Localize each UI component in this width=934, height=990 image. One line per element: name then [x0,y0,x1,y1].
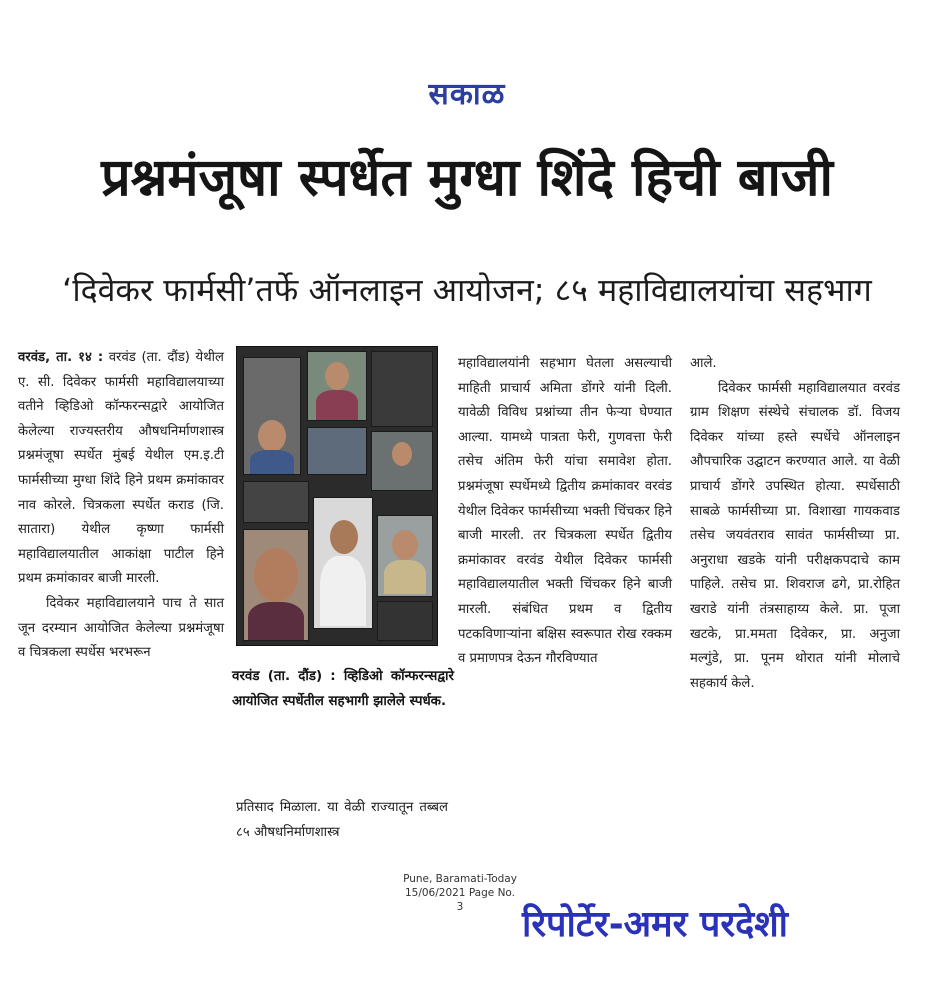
column-1-paragraph-1 [18,346,224,592]
participant-tile [307,351,367,421]
column-4-paragraph-2: दिवेकर फार्मसी महाविद्यालयात वरवंड ग्राम शिक्षण संस्थेचे संचालक डॉ. विजय दिवेकर यांच्या हस्ते स्पर्धेचे ऑनलाइन औपचारिक उद्घाटन करण्यात आले. या वेळी प्राचार्य डोंगरे उपस्थित होत्या. स्पर्धेसाठी साबळे फार्मसीच्या प्रा. विशाखा गायकवाड तसेच जयवंतराव सावंत फार्मसीच्या प्रा. अनुराधा खडके यांनी परीक्षकपदाचे काम पाहिले. तसेच प्रा. शिवराज ढगे, प्रा.रोहित खराडे यांनी तंत्रसाहाय्य केले. प्रा. पूजा खटके, प्रा.ममता दिवेकर, प्रा. अनुजा मल्गुंडे, प्रा. पूनम थोरात यांनी मोलाचे सहकार्य केले. [690,380,900,691]
video-conference-photo [236,346,438,646]
article-column-1 [18,346,224,666]
edition-line: Pune, Baramati-Today [403,873,517,885]
article-column-4 [690,352,900,696]
participant-grid-tile [371,351,433,427]
participant-tile [243,529,309,641]
article-subheadline: ‘दिवेकर फार्मसी’तर्फे ऑनलाइन आयोजन; ८५ महाविद्यालयांचा सहभाग [62,271,872,309]
column-1-text-1: वरवंड (ता. दौंड) येथील ए. सी. दिवेकर फार्मसी महाविद्यालयाच्या वतीने व्हिडिओ कॉन्फरन्सद्वारे आयोजित केलेल्या राज्यस्तरीय औषधनिर्माणशास्त्र प्रश्नमंजूषा स्पर्धेत मुंबई येथील एम.इ.टी फार्मसीच्या मुग्धा शिंदे हिने प्रथम क्रमांकावर नाव कोरले. चित्रकला स्पर्धेत कराड (जि. सातारा) येथील कृष्णा फार्मसी महाविद्यालयातील आकांक्षा पाटील हिने प्रथम क्रमांकावर बाजी मारली. [18,350,224,587]
column-4-paragraph-1: आले. [690,356,717,371]
reporter-credit: रिपोर्टेर-अमर परदेशी [522,904,789,945]
edition-imprint [400,872,520,914]
participant-tile [313,497,373,629]
column-3-paragraph-1: महाविद्यालयांनी सहभाग घेतला असल्याची माहिती प्राचार्य अमिता डोंगरे यांनी दिली. यावेळी विविध प्रश्नांच्या तीन फेऱ्या घेण्यात आल्या. यामध्ये पात्रता फेरी, गुणवत्ता फेरी तसेच अंतिम फेरी यांचा समावेश होता. प्रश्नमंजूषा स्पर्धेमध्ये द्वितीय क्रमांकावर वरवंड येथील दिवेकर फार्मसीच्या भक्ती चिंचकर हिने बाजी मारली. तर चित्रकला स्पर्धेत द्वितीय क्रमांकावर वरवंड येथील दिवेकर फार्मसी महाविद्यालयातील भक्ती चिंचकर हिने बाजी मारली. संबंधित प्रथम व द्वितीय पटकविणाऱ्यांना बक्षिस स्वरूपात रोख रक्कम व प्रमाणपत्र देऊन गौरविण्यात [458,356,672,667]
photo-caption: वरवंड (ता. दौंड) : व्हिडिओ कॉन्फरन्सद्वारे आयोजित स्पर्धेतील सहभागी झालेले स्पर्धक. [232,669,454,709]
participant-grid-tile [243,481,309,523]
participant-tile [377,515,433,597]
participant-tile [307,427,367,475]
article-column-3 [458,352,672,672]
participant-grid-tile [377,601,433,641]
article-column-2 [236,796,448,845]
dateline: वरवंड, ता. १४ : [18,350,104,365]
date-page-line: 15/06/2021 Page No. 3 [404,887,516,913]
participant-tile [371,431,433,491]
article-headline: प्रश्नमंजूषा स्पर्धेत मुग्धा शिंदे हिची बाजी [101,148,833,208]
newspaper-masthead: सकाळ [428,77,506,112]
column-2-paragraph-1: प्रतिसाद मिळाला. या वेळी राज्यातून तब्बल ८५ औषधनिर्माणशास्त्र [236,800,448,840]
participant-tile [243,357,301,475]
column-1-paragraph-2: दिवेकर महाविद्यालयाने पाच ते सात जून दरम्यान आयोजित केलेल्या प्रश्नमंजूषा व चित्रकला स्पर्धेस भरभरून [18,595,224,661]
